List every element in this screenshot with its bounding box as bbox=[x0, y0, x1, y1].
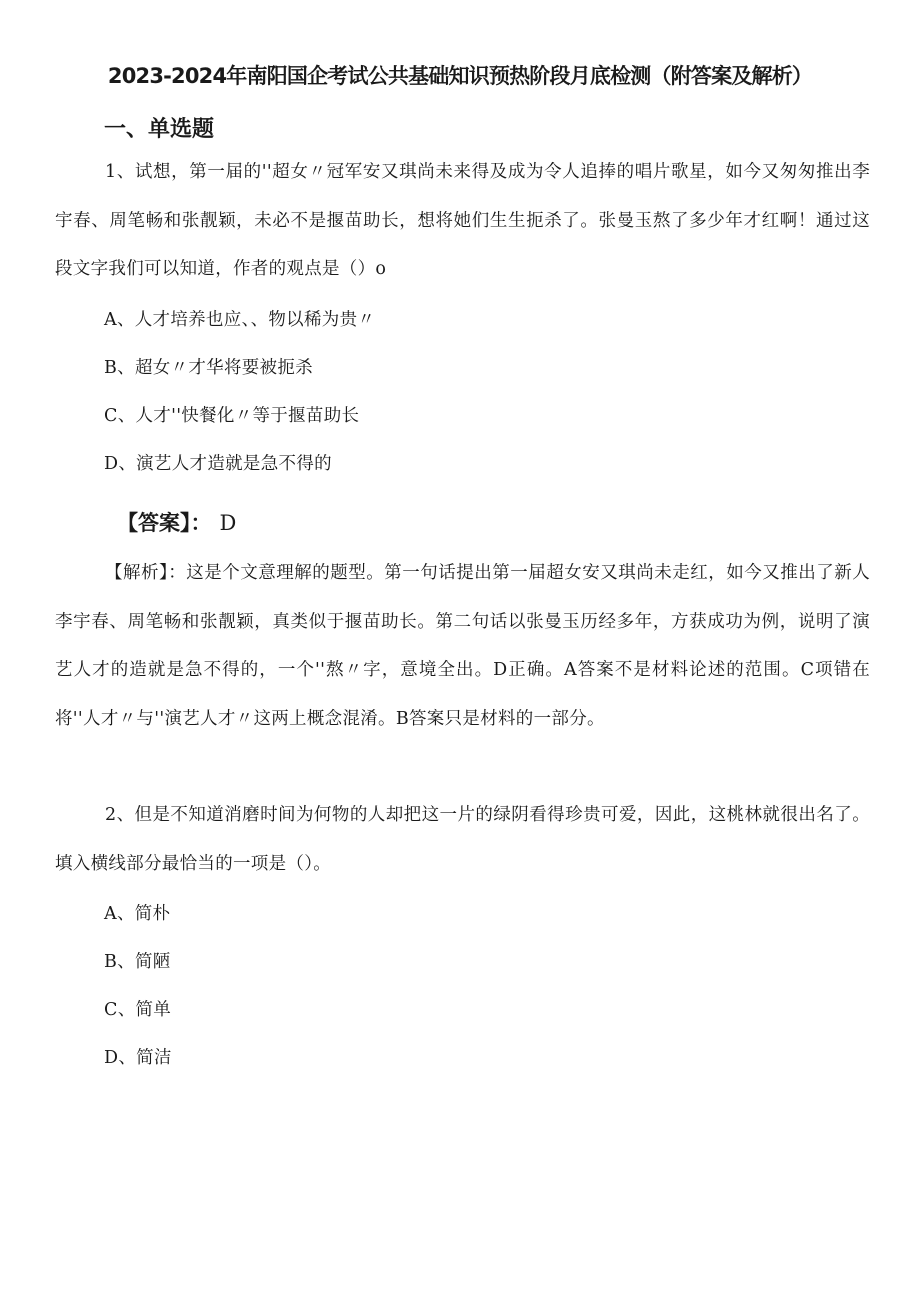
question-2-option-d: D、简洁 bbox=[104, 1048, 172, 1068]
question-1-option-a: A、人才培养也应、、物以稀为贵〃 bbox=[104, 310, 376, 330]
question-2-option-b: B、简陋 bbox=[104, 952, 171, 972]
question-1-stem: 1、试想，第一届的''超女〃冠军安又琪尚未来得及成为令人追捧的唱片歌星，如今又匆匆推出李宇春、周笔畅和张靓颖，未必不是揠苗助长，想将她们生生扼杀了。张曼玉熬了多少年才红啊！通过这段文字我们可以知道，作者的观点是（）o bbox=[55, 162, 870, 279]
question-1-option-d: D、演艺人才造就是急不得的 bbox=[104, 454, 332, 474]
answer-value: D bbox=[219, 511, 237, 535]
answer-label: 【答案】： bbox=[117, 511, 212, 535]
section-heading: 一、单选题 bbox=[104, 117, 215, 142]
question-1-option-b: B、超女〃才华将要被扼杀 bbox=[104, 358, 313, 378]
document-title: 2023-2024年南阳国企考试公共基础知识预热阶段月底检测（附答案及解析） bbox=[107, 64, 813, 88]
question-2-option-a: A、简朴 bbox=[104, 904, 171, 924]
question-1-answer bbox=[117, 508, 236, 538]
question-2-option-c: C、简单 bbox=[104, 1000, 172, 1020]
question-2-stem: 2、但是不知道消磨时间为何物的人却把这一片的绿阴看得珍贵可爱，因此，这桃林就很出名了。填入横线部分最恰当的一项是（）。 bbox=[55, 805, 870, 874]
question-1-option-c: C、人才''快餐化〃等于揠苗助长 bbox=[104, 406, 360, 426]
question-1-analysis: 【解析】：这是个文意理解的题型。第一句话提出第一届超女安又琪尚未走红，如今又推出了新人李宇春、周笔畅和张靓颖，真类似于揠苗助长。第二句话以张曼玉历经多年，方获成功为例，说明了演艺人才的造就是急不得的，一个''熬〃字，意境全出。D正确。A答案不是材料论述的范围。C项错在将''人才〃与''演艺人才〃这两上概念混淆。B答案只是材料的一部分。 bbox=[55, 563, 870, 729]
